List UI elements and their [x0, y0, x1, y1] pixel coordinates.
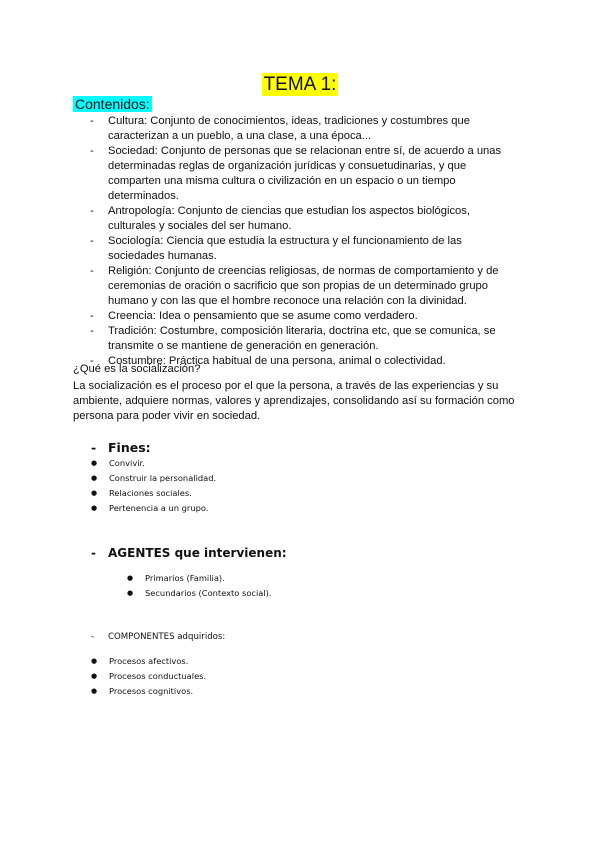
- list-item: ● Secundarios (Contexto social).: [127, 586, 272, 601]
- list-item: ● Relaciones sociales.: [91, 486, 216, 501]
- componentes-list: [91, 654, 206, 699]
- contenidos-heading: Contenidos:: [75, 96, 150, 112]
- list-item: ● Procesos afectivos.: [91, 654, 206, 669]
- definition-item: - Sociedad: Conjunto de personas que se relacionan entre sí, de acuerdo a unas determinadas reglas de organización jurídicas y consuetudinarias, y que comparten una misma cultura o civilización en un espacio o un tiempo determinados.: [90, 144, 510, 204]
- definitions-list: [90, 114, 510, 369]
- list-item: ● Primarios (Familia).: [127, 571, 272, 586]
- definition-item: - Antropología: Conjunto de ciencias que estudian los aspectos biológicos, culturales y sociales del ser humano.: [90, 204, 510, 234]
- socialization-paragraph: La socialización es el proceso por el que la persona, a través de las experiencias y su ambiente, adquiere normas, valores y aprendizajes, consolidando así su formación como persona para poder vivir en sociedad.: [73, 380, 515, 422]
- fines-heading: [91, 440, 151, 455]
- document-title: TEMA 1:: [263, 74, 337, 95]
- definition-item: - Costumbre: Práctica habitual de una persona, animal o colectividad.: [90, 354, 510, 369]
- agentes-heading-text: AGENTES que intervienen:: [108, 546, 287, 560]
- definition-item: - Religión: Conjunto de creencias religiosas, de normas de comportamiento y de ceremonias de oración o sacrificio que son propias de un determinado grupo humano y con las que el hombre reconoce una relación con la divinidad.: [90, 264, 510, 309]
- list-item: ● Construir la personalidad.: [91, 471, 216, 486]
- definition-item: - Cultura: Conjunto de conocimientos, ideas, tradiciones y costumbres que caracterizan a un pueblo, a una clase, a una época...: [90, 114, 510, 144]
- list-item: ● Convivir.: [91, 456, 216, 471]
- list-item: ● Procesos conductuales.: [91, 669, 206, 684]
- dash-marker: -: [91, 632, 95, 642]
- dash-marker: -: [91, 546, 96, 560]
- agentes-heading: [91, 546, 287, 560]
- definition-item: - Sociología: Ciencia que estudia la estructura y el funcionamiento de las sociedades humanas.: [90, 234, 510, 264]
- componentes-heading: [91, 632, 225, 642]
- dash-marker: -: [91, 440, 97, 455]
- definition-item: - Tradición: Costumbre, composición literaria, doctrina etc, que se comunica, se transmite o se mantiene de generación en generación.: [90, 324, 510, 354]
- componentes-heading-text: COMPONENTES adquiridos:: [108, 632, 226, 642]
- fines-heading-text: Fines:: [108, 440, 151, 455]
- agentes-list: [127, 571, 272, 601]
- fines-list: [91, 456, 216, 516]
- list-item: ● Pertenencia a un grupo.: [91, 501, 216, 516]
- definition-item: - Creencia: Idea o pensamiento que se asume como verdadero.: [90, 309, 510, 324]
- socialization-question: ¿Qué es la socialización?: [73, 363, 201, 375]
- list-item: ● Procesos cognitivos.: [91, 684, 206, 699]
- document-title-container: [0, 74, 600, 96]
